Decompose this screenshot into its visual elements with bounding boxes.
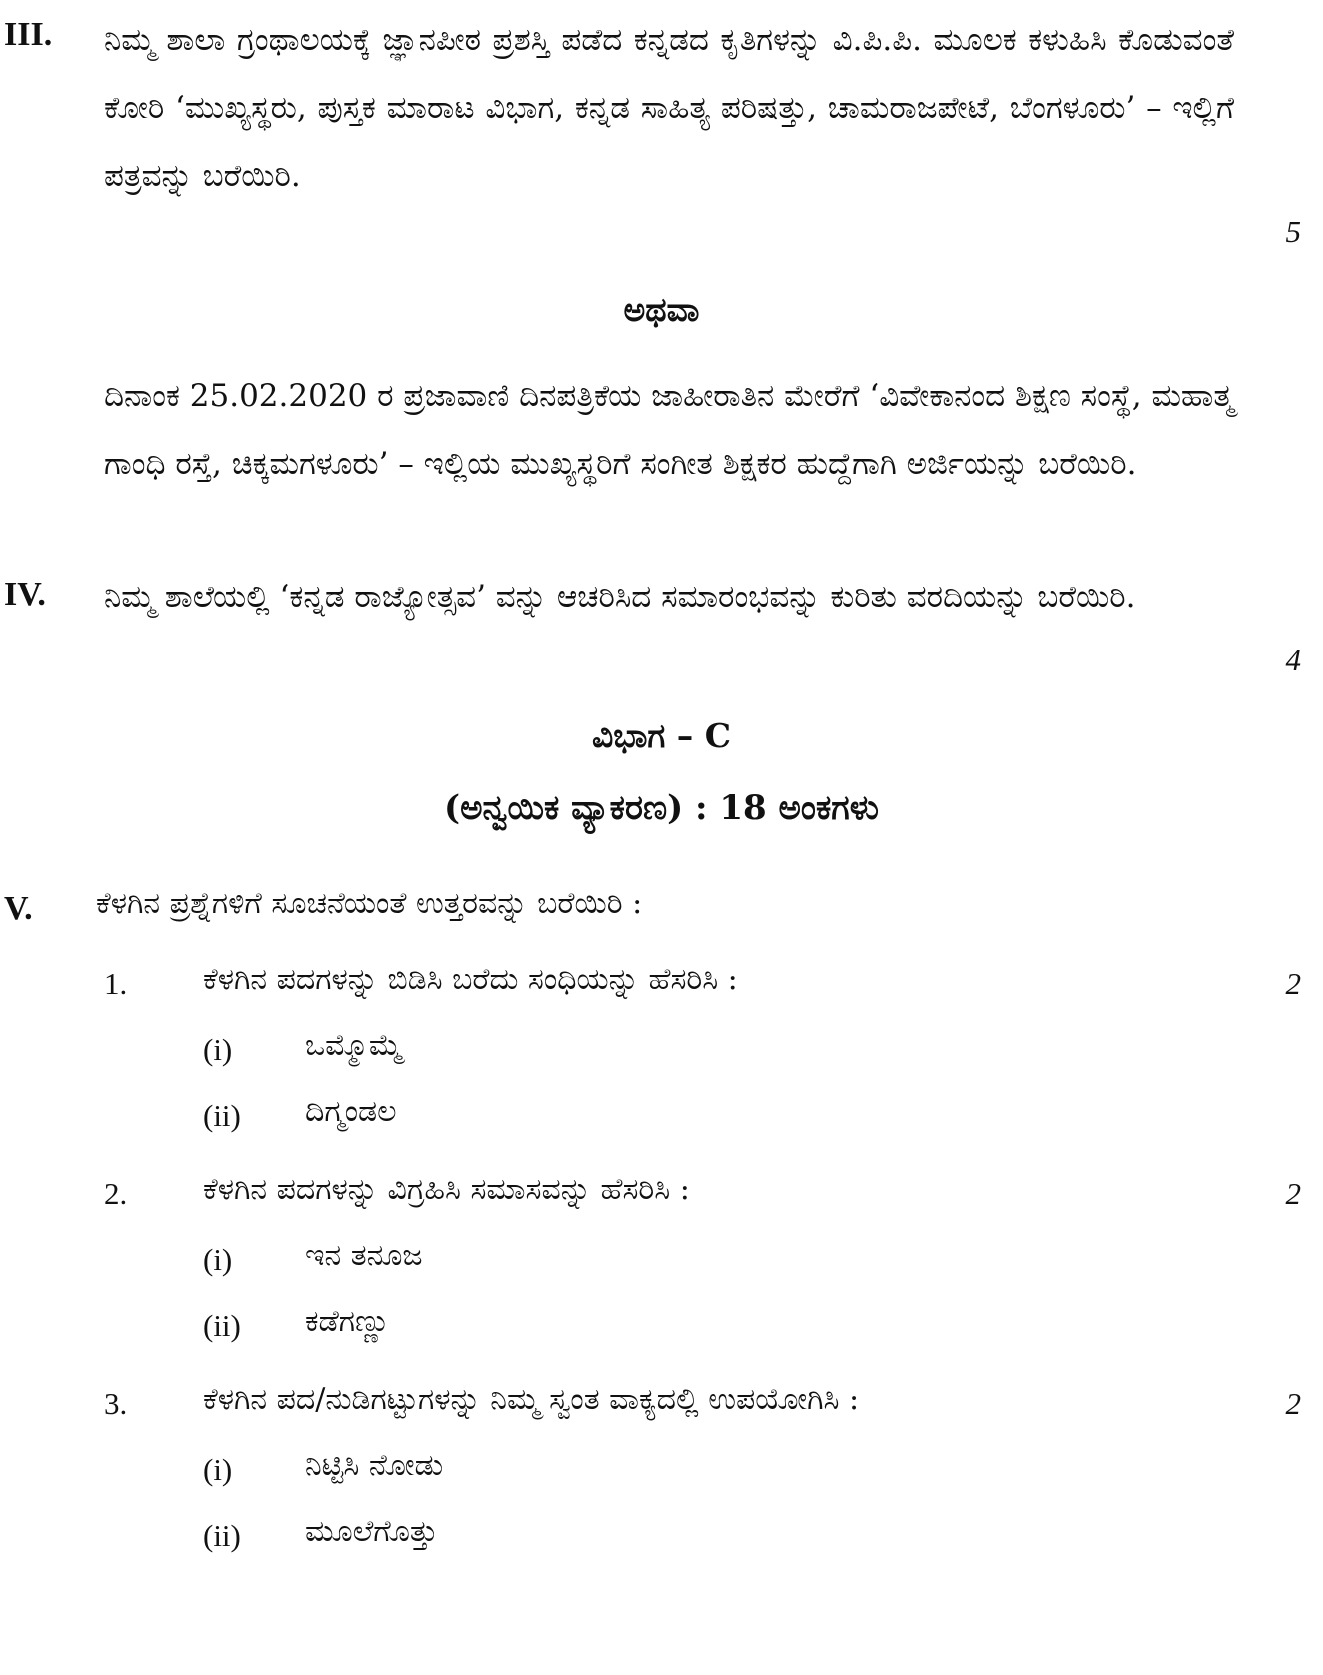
- item-3-text: ಕೆಳಗಿನ ಪದ/ನುಡಿಗಟ್ಟುಗಳನ್ನು ನಿಮ್ಮ ಸ್ವಂತ ವಾಕ್ಯದಲ್ಲಿ ಉಪಯೋಗಿಸಿ :: [203, 1382, 860, 1417]
- or-label: ಅಥವಾ: [623, 290, 700, 329]
- item-3-sub-i-label: (i): [203, 1452, 233, 1487]
- item-2-sub-i-word: ಇನ ತನೂಜ: [305, 1238, 423, 1273]
- section-c-subtitle: (ಅನ್ವಯಿಕ ವ್ಯಾಕರಣ) : 18 ಅಂಕಗಳು: [444, 788, 879, 828]
- question-number-iv: IV.: [4, 576, 46, 613]
- question-number-iii: III.: [4, 16, 53, 53]
- item-2-marks: 2: [1285, 1176, 1301, 1211]
- item-2-sub-ii-word: ಕಡೆಗಣ್ಣು: [305, 1304, 391, 1339]
- item-2-number: 2.: [104, 1176, 128, 1211]
- question-iv-marks: 4: [1285, 642, 1301, 677]
- item-2-sub-i-label: (i): [203, 1242, 233, 1277]
- question-iii-marks: 5: [1285, 214, 1301, 249]
- item-1-marks: 2: [1285, 966, 1301, 1001]
- item-3-number: 3.: [104, 1386, 128, 1421]
- item-3-marks: 2: [1285, 1386, 1301, 1421]
- question-iii-alternative-text: ದಿನಾಂಕ 25.02.2020 ರ ಪ್ರಜಾವಾಣಿ ದಿನಪತ್ರಿಕೆಯ ಜಾಹೀರಾತಿನ ಮೇರೆಗೆ ‘ವಿವೇಕಾನಂದ ಶಿಕ್ಷಣ ಸಂಸ್ಥೆ, ಮಹಾತ್ಮ ಗಾಂಧಿ ರಸ್ತೆ, ಚಿಕ್ಕಮಗಳೂರು’ – ಇಲ್ಲಿಯ ಮುಖ್ಯಸ್ಥರಿಗೆ ಸಂಗೀತ ಶಿಕ್ಷಕರ ಹುದ್ದೆಗಾಗಿ ಅರ್ಜಿಯನ್ನು ಬರೆಯಿರಿ.: [104, 378, 1234, 482]
- item-3-sub-ii-label: (ii): [203, 1518, 241, 1553]
- question-number-v: V.: [4, 890, 33, 927]
- section-c-title: ವಿಭಾಗ – C: [591, 716, 732, 755]
- item-1-sub-ii-word: ದಿಗ್ಮಂಡಲ: [305, 1094, 397, 1129]
- item-1-sub-ii-label: (ii): [203, 1098, 241, 1133]
- question-iv-text: ನಿಮ್ಮ ಶಾಲೆಯಲ್ಲಿ ‘ಕನ್ನಡ ರಾಜ್ಯೋತ್ಸವ’ ವನ್ನು ಆಚರಿಸಿದ ಸಮಾರಂಭವನ್ನು ಕುರಿತು ವರದಿಯನ್ನು ಬರೆಯಿರಿ.: [104, 579, 1136, 615]
- item-3-sub-ii-word: ಮೂಲೆಗೊತ್ತು: [305, 1514, 438, 1549]
- question-v-text: ಕೆಳಗಿನ ಪ್ರಶ್ನೆಗಳಿಗೆ ಸೂಚನೆಯಂತೆ ಉತ್ತರವನ್ನು ಬರೆಯಿರಿ :: [96, 886, 643, 921]
- item-1-text: ಕೆಳಗಿನ ಪದಗಳನ್ನು ಬಿಡಿಸಿ ಬರೆದು ಸಂಧಿಯನ್ನು ಹೆಸರಿಸಿ :: [203, 962, 738, 997]
- item-1-number: 1.: [104, 966, 128, 1001]
- item-2-text: ಕೆಳಗಿನ ಪದಗಳನ್ನು ವಿಗ್ರಹಿಸಿ ಸಮಾಸವನ್ನು ಹೆಸರಿಸಿ :: [203, 1172, 690, 1207]
- item-3-sub-i-word: ನಿಟ್ಟಿಸಿ ನೋಡು: [305, 1448, 444, 1483]
- item-1-sub-i-word: ಒಮ್ಮೊಮ್ಮೆ: [305, 1028, 403, 1063]
- item-1-sub-i-label: (i): [203, 1032, 233, 1067]
- question-iii-text: ನಿಮ್ಮ ಶಾಲಾ ಗ್ರಂಥಾಲಯಕ್ಕೆ ಜ್ಞಾನಪೀಠ ಪ್ರಶಸ್ತಿ ಪಡೆದ ಕನ್ನಡದ ಕೃತಿಗಳನ್ನು ವಿ.ಪಿ.ಪಿ. ಮೂಲಕ ಕಳುಹಿಸಿ ಕೊಡುವಂತೆ ಕೋರಿ ‘ಮುಖ್ಯಸ್ಥರು, ಪುಸ್ತಕ ಮಾರಾಟ ವಿಭಾಗ, ಕನ್ನಡ ಸಾಹಿತ್ಯ ಪರಿಷತ್ತು, ಚಾಮರಾಜಪೇಟೆ, ಬೆಂಗಳೂರು’ – ಇಲ್ಲಿಗೆ ಪತ್ರವನ್ನು ಬರೆಯಿರಿ.: [104, 22, 1234, 194]
- item-2-sub-ii-label: (ii): [203, 1308, 241, 1343]
